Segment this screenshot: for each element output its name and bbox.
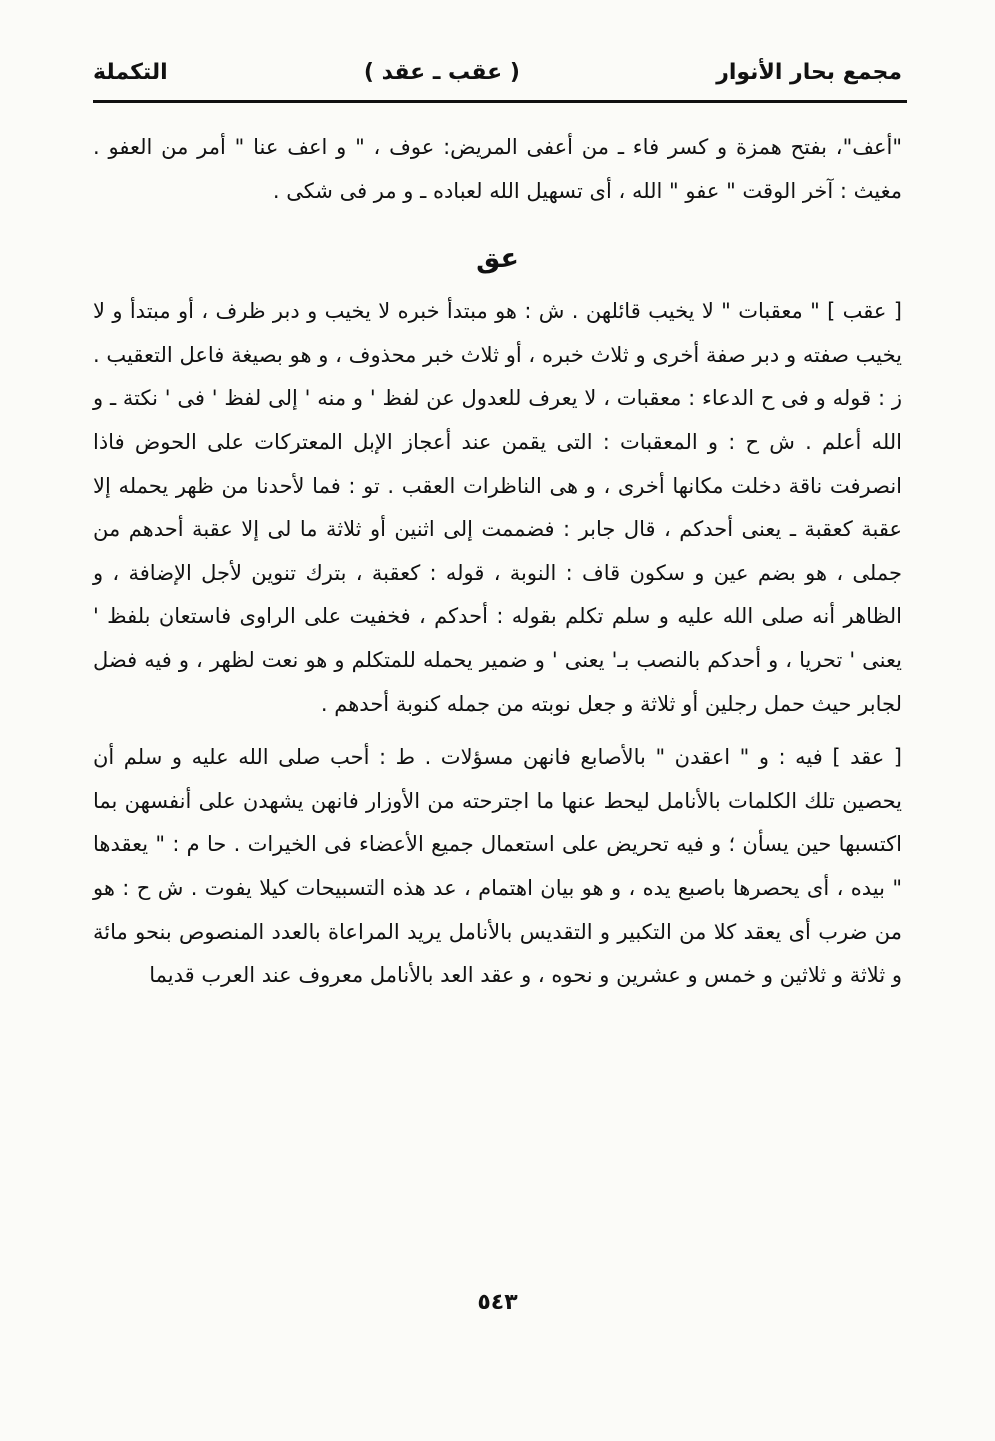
paragraph-gap <box>93 726 902 736</box>
running-header <box>93 52 902 92</box>
paragraph-afw: "أعف"، بفتح همزة و كسر فاء ـ من أعفى المريض: عوف ، " و اعف عنا " أمر من العفو . مغيث : آخر الوقت " عفو " الله ، أى تسهيل الله لعباده ـ و مر فى شكى . <box>93 135 902 203</box>
page-number: ٥٤٣ <box>477 1290 518 1315</box>
section-heading: عق <box>476 243 519 275</box>
main-text <box>93 126 902 998</box>
paragraph-aqd: [ عقد ] فيه : و " اعقدن " بالأصابع فانهن مسؤلات . ط : أحب صلى الله عليه و سلم أن يحصين تلك الكلمات بالأنامل ليحط عنها ما اجترحته من الأوزار فانهن يشهدن على أنفسهن بما اكتسبها حين يسأن ؛ و فيه تحريض على استعمال جميع الأعضاء فى الخيرات . حا م : " يعقدها " بيده ، أى يحصرها باصبع يده ، و هو بيان اهتمام ، عد هذه التسبيحات كيلا يفوت . ش ح : هو من ضرب أى يعقد كلا من التكبير و التقديس بالأنامل يريد المراعاة بالعدد المنصوص بنحو مائة و ثلاثة و ثلاثين و خمس و عشرين و نحوه ، و عقد العد بالأنامل معروف عند العرب قديما <box>93 745 902 988</box>
paragraph-aqb: [ عقب ] " معقبات " لا يخيب قائلهن . ش : هو مبتدأ خبره لا يخيب و دبر ظرف ، أو مبتدأ و لا يخيب صفته و دبر صفة أخرى و ثلاث خبره ، أو ثلاث خبر محذوف ، و هو بصيغة فاعل التعقيب . ز : قوله و فى ح الدعاء : معقبات ، لا يعرف للعدول عن لفظ ' و منه ' إلى لفظ ' فى ' نكتة ـ و الله أعلم . ش ح : و المعقبات : التى يقمن عند أعجاز الإبل المعتركات على الحوض فاذا انصرفت ناقة دخلت مكانها أخرى ، و هى الناظرات العقب . تو : فما لأحدنا من ظهر يحمله إلا عقبة كعقبة ـ يعنى أحدكم ، قال جابر : فضممت إلى اثنين أو ثلاثة ما لى إلا عقبة أحدهم من جملى ، هو بضم عين و سكون قاف : النوبة ، قوله : كعقبة ، بترك تنوين لأجل الإضافة ، و الظاهر أنه صلى الله عليه و سلم تكلم بقوله : أحدكم ، فخفيت على الراوى فاستعان بلفظ ' يعنى ' تحريا ، و أحدكم بالنصب بـ' يعنى ' و ضمير يحمله للمتكلم و هو نعت لظهر ، و فيه فضل لجابر حيث حمل رجلين أو ثلاثة و جعل نوبته من جمله كنوبة أحدهم . <box>93 299 902 716</box>
entry-range: ( عقب ـ عقد ) <box>363 59 520 85</box>
header-rule <box>93 100 907 103</box>
book-title: مجمع بحار الأنوار <box>716 59 902 85</box>
section-name: التكملة <box>93 59 168 85</box>
